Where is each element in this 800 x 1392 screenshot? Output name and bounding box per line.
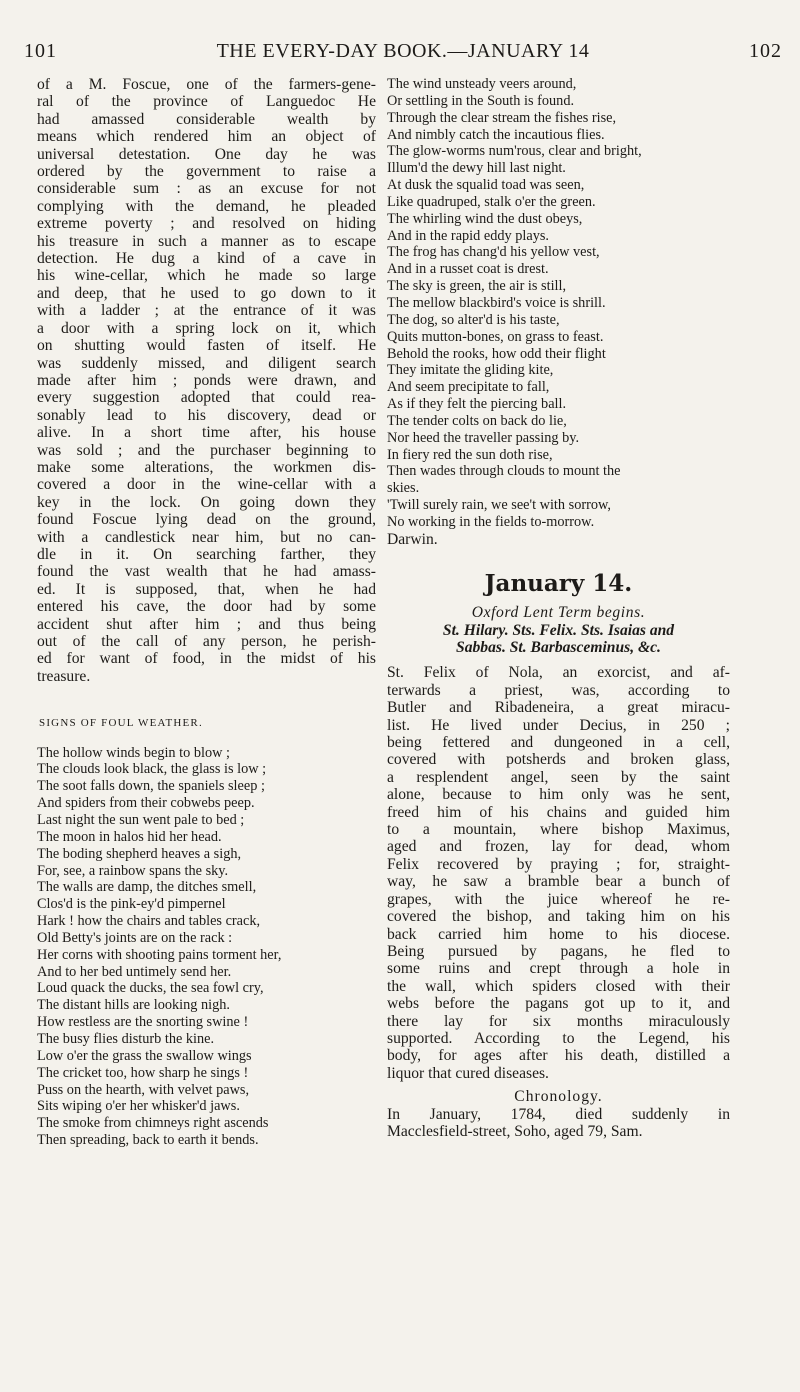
text-line: Illum'd the dewy hill last night. (387, 160, 566, 177)
left-page-number: 101 (24, 40, 57, 62)
text-line: considerable sum : as an excuse for not (37, 180, 376, 198)
text-line: 'Twill surely rain, we see't with sorrow, (387, 497, 611, 514)
text-line: The boding shepherd heaves a sigh, (37, 845, 242, 862)
chronology-entry (387, 1106, 730, 1141)
text-line: Behold the rooks, how odd their flight (387, 345, 606, 362)
text-line: Her corns with shooting pains torment her, (37, 946, 282, 963)
text-line: sonably lead to his discovery, dead or (37, 406, 376, 424)
text-line: Loud quack the ducks, the sea fowl cry, (37, 980, 264, 997)
text-line: In fiery red the sun doth rise, (387, 446, 553, 463)
text-line: key in the lock. On going down they (37, 493, 376, 511)
text-line: detection. He dug a kind of a cave in (37, 250, 376, 268)
text-line: The hollow winds begin to blow ; (37, 744, 230, 761)
text-line: The glow-worms num'rous, clear and bright, (387, 143, 642, 160)
text-line: Like quadruped, stalk o'er the green. (387, 193, 596, 210)
verse-heading: SIGNS OF FOUL WEATHER. (39, 717, 203, 730)
text-line: complying with the demand, he pleaded (37, 197, 376, 215)
text-line: The whirling wind the dust obeys, (387, 210, 583, 227)
text-line: And seem precipitate to fall, (387, 379, 550, 396)
text-line: At dusk the squalid toad was seen, (387, 177, 585, 194)
chronology-heading: Chronology. (514, 1088, 603, 1106)
text-line: ed. It is supposed, that, when he had (37, 580, 376, 598)
text-line: liquor that cured diseases. (387, 1064, 549, 1082)
text-line: some ruins and crept through a hole in (387, 960, 730, 978)
text-line: ral of the province of Languedoc He (37, 93, 376, 111)
text-line: found the vast wealth that he had amass- (37, 563, 376, 581)
text-line: Nor heed the traveller passing by. (387, 429, 580, 446)
text-line: make some alterations, the workmen dis- (37, 458, 376, 476)
text-line: ed for want of food, in the midst of his (37, 650, 376, 668)
text-line: body, for ages after his death, distilled a (387, 1047, 730, 1065)
text-line: Through the clear stream the fishes rise, (387, 109, 617, 126)
text-line: They imitate the gliding kite, (387, 362, 554, 379)
text-line: Sabbas. St. Barbasceminus, &c. (456, 639, 661, 656)
text-line: to a mountain, where bishop Maximus, (387, 821, 730, 839)
text-line: terwards a priest, was, according to (387, 681, 730, 699)
text-line: there lay for six months miraculously (387, 1012, 730, 1030)
text-line: Hark ! how the chairs and tables crack, (37, 913, 261, 930)
text-line: Old Betty's joints are on the rack : (37, 929, 233, 946)
text-line: of a M. Foscue, one of the farmers-gene- (37, 76, 376, 93)
text-line: Or settling in the South is found. (387, 92, 575, 109)
text-line: And in the rapid eddy plays. (387, 227, 549, 244)
text-line: on shutting would fasten of itself. He (37, 337, 376, 355)
text-line: The wind unsteady veers around, (387, 76, 577, 92)
text-line: dle in it. On searching farther, they (37, 545, 376, 563)
text-line: Last night the sun went pale to bed ; (37, 812, 245, 828)
foscue-paragraph (37, 76, 376, 685)
text-line: How restless are the snorting swine ! (37, 1014, 249, 1031)
text-line: Clos'd is the pink-ey'd pimpernel (37, 896, 226, 913)
date-heading: January 14. (484, 570, 633, 598)
text-line: The dog, so alter'd is his taste, (387, 311, 560, 328)
text-line: was sold ; and the purchaser beginning to (37, 441, 376, 459)
text-line: Quits mutton-bones, on grass to feast. (387, 328, 604, 345)
text-line: means which rendered him an object of (37, 128, 376, 146)
text-line: entered his cave, the door had by some (37, 598, 376, 616)
text-line: The busy flies disturb the kine. (37, 1030, 215, 1047)
text-line: made after him ; ponds were drawn, and (37, 371, 376, 389)
text-line: a resplendent angel, seen by the saint (387, 768, 730, 786)
text-line: freed him of his chains and guided him (387, 803, 730, 821)
text-line: list. He lived under Decius, in 250 ; (387, 716, 730, 734)
text-line: skies. (387, 480, 420, 497)
text-line: being fettered and dungeoned in a cell, (387, 734, 730, 752)
weather-verse-right (387, 76, 730, 531)
text-line: a door with a spring lock on it, which (37, 319, 376, 337)
text-line: treasure. (37, 667, 91, 685)
text-line: Butler and Ribadeneira, a great miracu- (387, 699, 730, 717)
text-line: his wine-cellar, which he made so large (37, 267, 376, 285)
text-line: And to her bed untimely send her. (37, 963, 232, 980)
saints-list (387, 622, 730, 657)
text-line: And nimbly catch the incautious flies. (387, 126, 605, 143)
weather-verse-left (37, 745, 376, 1149)
text-line: The soot falls down, the spaniels sleep ; (37, 778, 265, 795)
text-line: As if they felt the piercing ball. (387, 396, 567, 413)
text-line: the wall, which spiders closed with their (387, 977, 730, 995)
text-line: out of the call of any person, he perish- (37, 633, 376, 650)
text-line: universal detestation. One day he was (37, 145, 376, 163)
text-line: The moon in halos hid her head. (37, 828, 222, 845)
text-line: way, he saw a bramble bear a bunch of (387, 873, 730, 891)
text-line: No working in the fields to-morrow. (387, 513, 595, 530)
text-line: aged and frozen, lay for dead, whom (387, 838, 730, 856)
felix-paragraph (387, 664, 730, 1082)
text-line: grapes, with the juice whereof he re- (387, 890, 730, 908)
text-line: and deep, that he used to go down to it (37, 284, 376, 302)
text-line: The walls are damp, the ditches smell, (37, 879, 257, 896)
text-line: alone, because to him only was he sent, (387, 786, 730, 804)
text-line: Then wades through clouds to mount the (387, 463, 621, 480)
text-line: Macclesfield-street, Soho, aged 79, Sam. (387, 1122, 643, 1140)
text-line: back carried him home to his diocese. (387, 925, 730, 943)
right-page-number: 102 (749, 40, 782, 62)
text-line: In January, 1784, died suddenly in (387, 1105, 730, 1123)
text-line: Being pursued by pagans, he fled to (387, 942, 730, 960)
text-line: St. Hilary. Sts. Felix. Sts. Isaias and (442, 621, 675, 639)
text-line: And spiders from their cobwebs peep. (37, 795, 255, 812)
text-line: covered a door in the wine-cellar with a (37, 476, 376, 494)
text-line: supported. According to the Legend, his (387, 1029, 730, 1047)
text-line: And in a russet coat is drest. (387, 261, 549, 278)
running-title: THE EVERY-DAY BOOK.—JANUARY 14 (216, 40, 590, 62)
running-header (24, 40, 782, 64)
text-line: The cricket too, how sharp he sings ! (37, 1064, 249, 1081)
text-line: found Foscue lying dead on the ground, (37, 511, 376, 529)
text-line: The distant hills are looking nigh. (37, 997, 230, 1014)
text-line: The sky is green, the air is still, (387, 278, 567, 295)
text-line: with a candlestick near him, but no can- (37, 528, 376, 546)
text-line: Felix recovered by praying ; for, straight- (387, 855, 730, 873)
left-column (37, 76, 376, 1149)
text-line: For, see, a rainbow spans the sky. (37, 862, 229, 879)
text-line: The tender colts on back do lie, (387, 412, 567, 429)
text-line: The mellow blackbird's voice is shrill. (387, 294, 606, 311)
text-line: Low o'er the grass the swallow wings (37, 1047, 252, 1064)
text-line: extreme poverty ; and resolved on hiding (37, 215, 376, 233)
text-line: accident shut after him ; and thus being (37, 615, 376, 633)
text-line: covered with potsherds and broken glass, (387, 751, 730, 769)
text-line: covered the bishop, and taking him on his (387, 908, 730, 926)
right-column (387, 76, 730, 1140)
text-line: The smoke from chimneys right ascends (37, 1115, 269, 1132)
text-line: Then spreading, back to earth it bends. (37, 1132, 259, 1149)
text-line: his treasure in such a manner as to escape (37, 232, 376, 250)
text-line: every suggestion adopted that could rea- (37, 389, 376, 407)
text-line: alive. In a short time after, his house (37, 424, 376, 442)
text-line: The frog has chang'd his yellow vest, (387, 244, 600, 261)
text-line: with a ladder ; at the entrance of it was (37, 302, 376, 320)
text-line: Sits wiping o'er her whisker'd jaws. (37, 1098, 240, 1115)
text-line: Puss on the hearth, with velvet paws, (37, 1081, 250, 1098)
text-line: ordered by the government to raise a (37, 163, 376, 181)
text-line: St. Felix of Nola, an exorcist, and af- (387, 664, 730, 682)
verse-attribution: Darwin. (387, 530, 438, 548)
text-line: was suddenly missed, and diligent search (37, 354, 376, 372)
text-line: had amassed considerable wealth by (37, 110, 376, 128)
date-subheading: Oxford Lent Term begins. (471, 604, 646, 622)
text-line: webs before the pagans got up to it, and (387, 995, 730, 1013)
text-line: The clouds look black, the glass is low ; (37, 761, 267, 778)
